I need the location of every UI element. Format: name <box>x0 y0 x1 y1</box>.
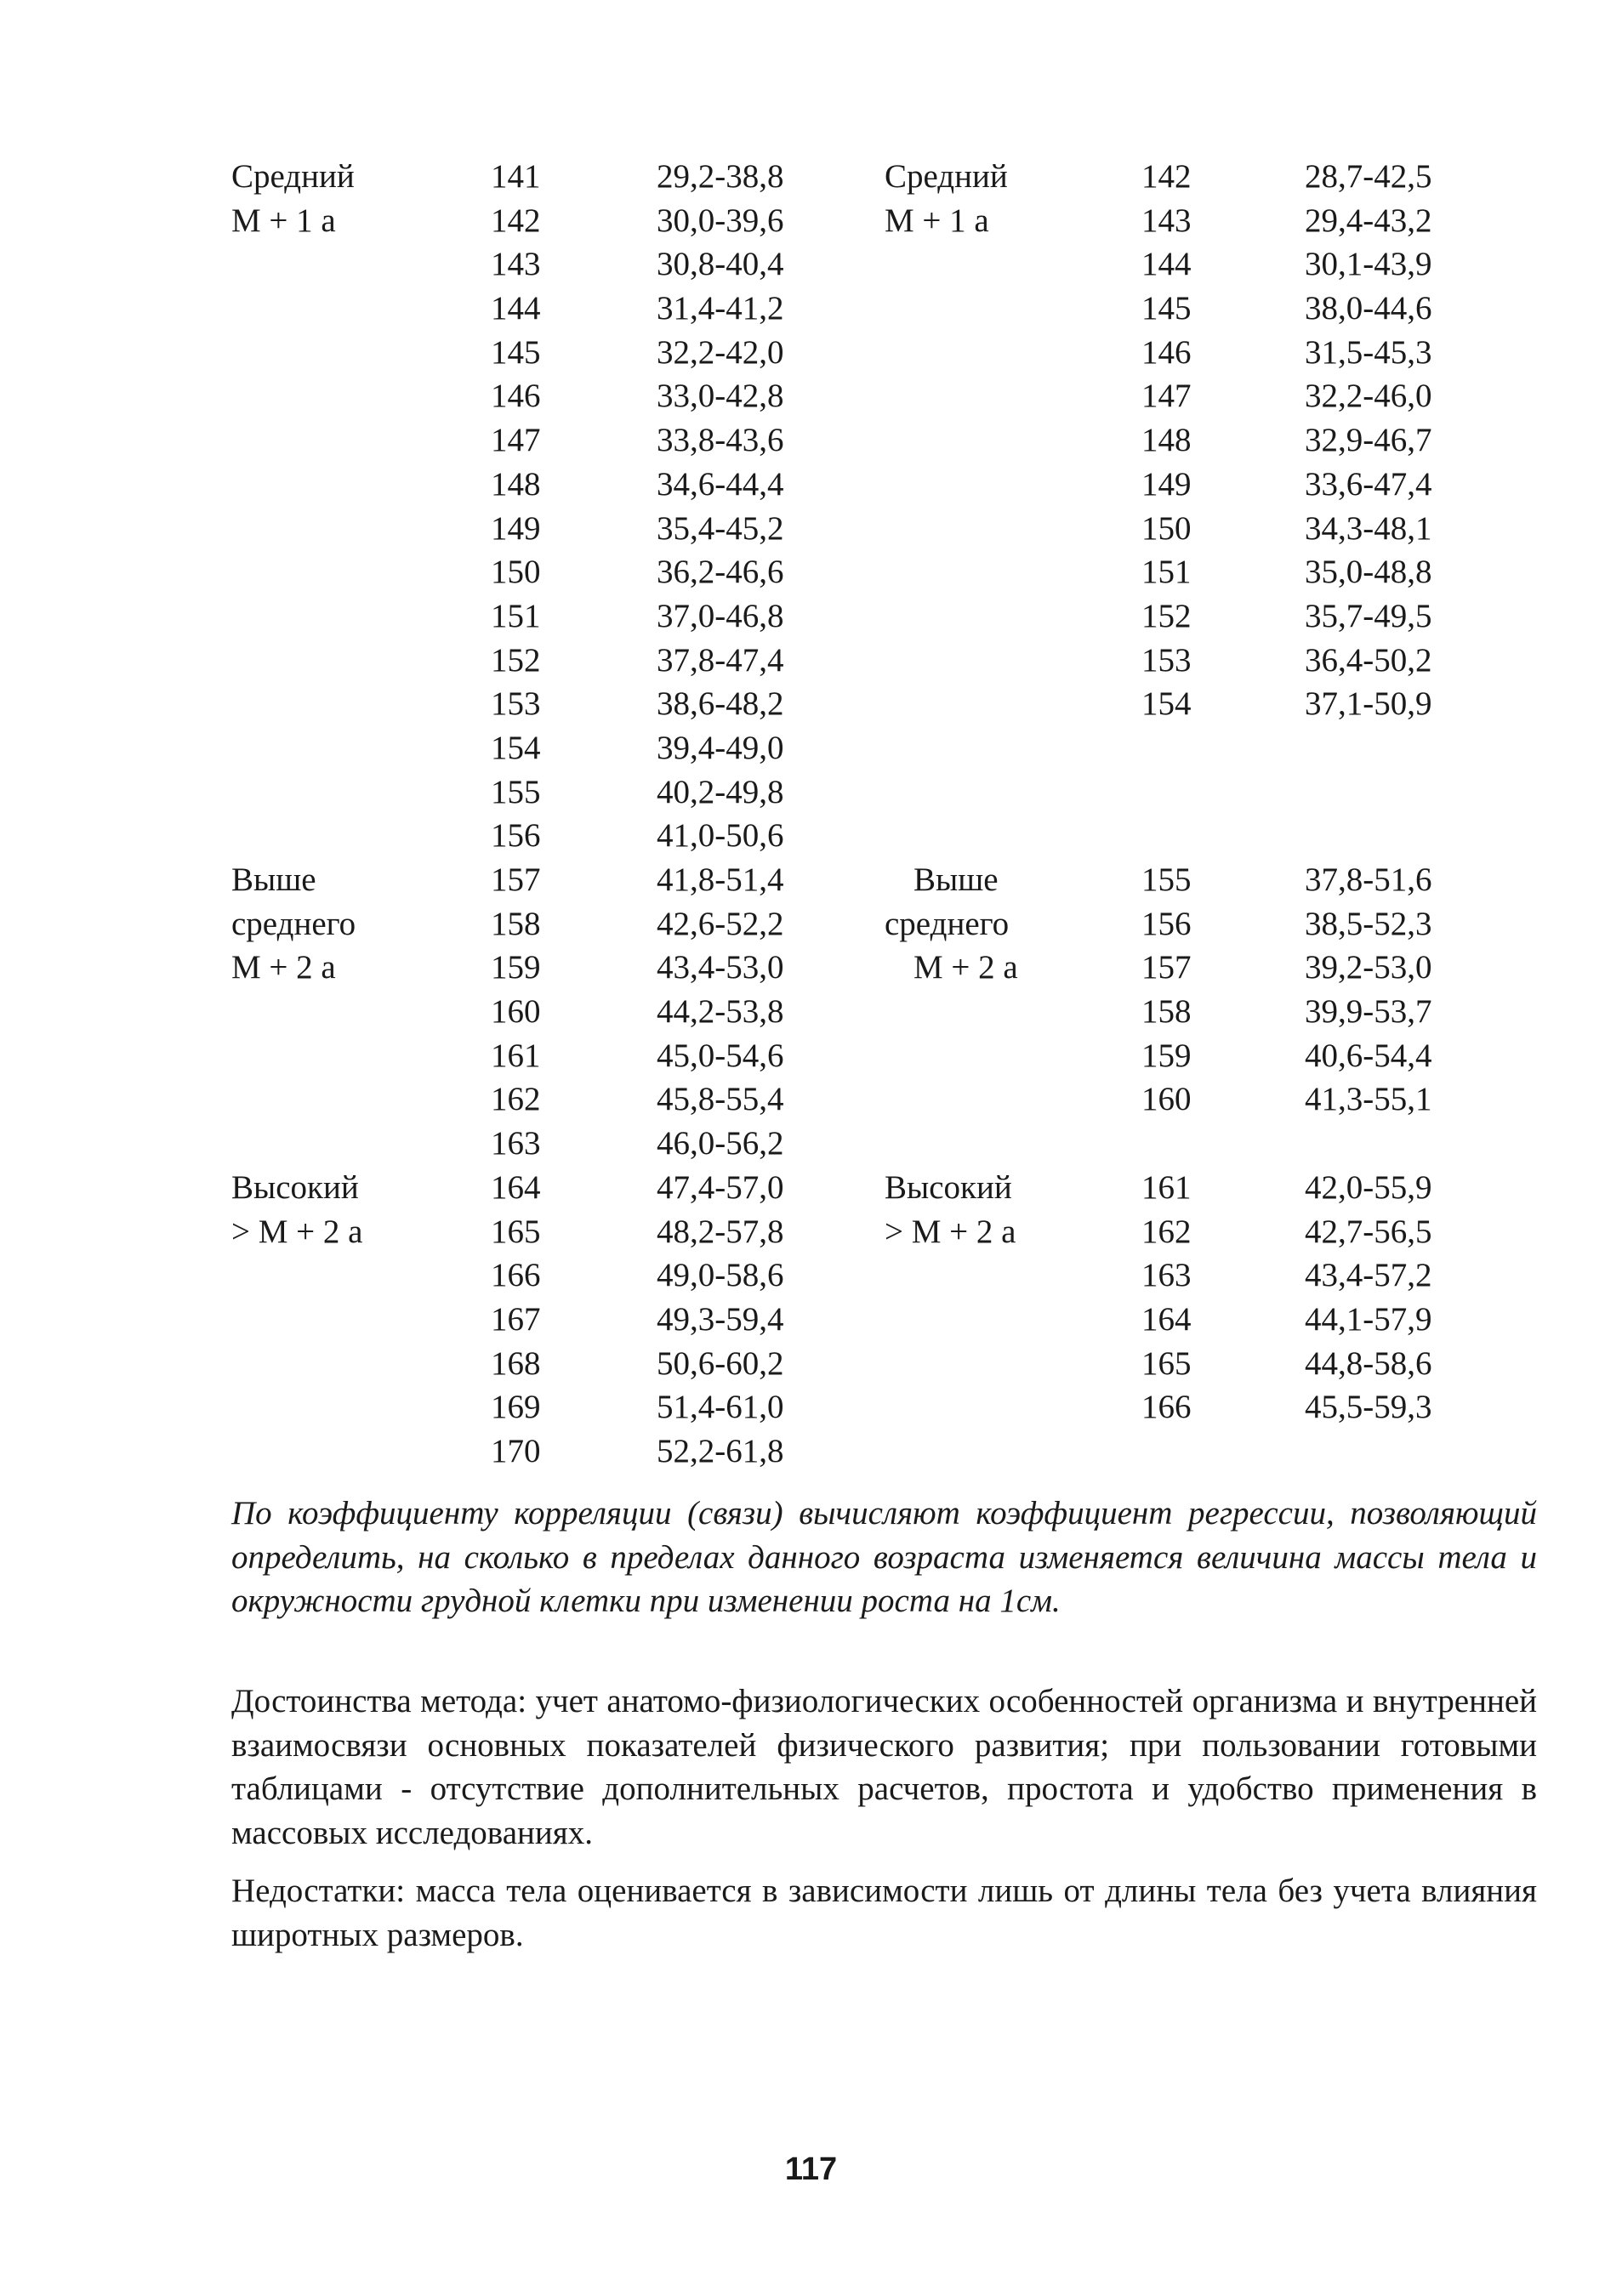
category-label: Высокий <box>885 1168 1012 1206</box>
height-cell: 143 <box>491 246 541 283</box>
height-cell: 167 <box>491 1300 541 1338</box>
height-cell: 161 <box>1141 1168 1192 1206</box>
height-cell: 144 <box>1141 246 1192 283</box>
height-cell: 147 <box>491 422 541 459</box>
weight-range-cell: 31,5-45,3 <box>1305 333 1432 371</box>
height-cell: 141 <box>491 158 541 195</box>
weight-range-cell: 35,7-49,5 <box>1305 597 1432 634</box>
weight-range-cell: 29,2-38,8 <box>657 158 784 195</box>
height-cell: 153 <box>1141 641 1192 679</box>
disadvantages-paragraph: Недостатки: масса тела оценивается в зависимости лишь от длины тела без учета влияния широтных размеров. <box>231 1873 1537 1953</box>
category-label: > М + 2 а <box>231 1213 363 1250</box>
height-cell: 157 <box>1141 949 1192 986</box>
height-cell: 163 <box>491 1125 541 1162</box>
height-cell: 154 <box>491 729 541 766</box>
page-number: 117 <box>784 2151 838 2187</box>
height-cell: 151 <box>1141 554 1192 591</box>
weight-range-cell: 43,4-57,2 <box>1305 1257 1432 1294</box>
weight-range-cell: 37,8-47,4 <box>657 641 784 679</box>
weight-range-cell: 30,8-40,4 <box>657 246 784 283</box>
height-cell: 149 <box>491 509 541 547</box>
height-cell: 157 <box>491 861 541 898</box>
weight-range-cell: 37,8-51,6 <box>1305 861 1432 898</box>
weight-range-cell: 37,1-50,9 <box>1305 685 1432 723</box>
weight-range-cell: 32,9-46,7 <box>1305 422 1432 459</box>
height-cell: 155 <box>491 773 541 810</box>
height-cell: 150 <box>491 554 541 591</box>
weight-range-cell: 40,2-49,8 <box>657 773 784 810</box>
weight-range-cell: 38,6-48,2 <box>657 685 784 723</box>
weight-range-cell: 36,2-46,6 <box>657 554 784 591</box>
height-cell: 162 <box>491 1081 541 1118</box>
weight-range-cell: 41,8-51,4 <box>657 861 784 898</box>
weight-range-cell: 50,6-60,2 <box>657 1344 784 1382</box>
height-cell: 150 <box>1141 509 1192 547</box>
weight-range-cell: 44,2-53,8 <box>657 993 784 1031</box>
weight-range-cell: 37,0-46,8 <box>657 597 784 634</box>
weight-range-cell: 28,7-42,5 <box>1305 158 1432 195</box>
weight-range-cell: 36,4-50,2 <box>1305 641 1432 679</box>
height-cell: 152 <box>1141 597 1192 634</box>
weight-range-cell: 48,2-57,8 <box>657 1213 784 1250</box>
category-label: Выше <box>231 861 316 898</box>
height-cell: 155 <box>1141 861 1192 898</box>
advantages-paragraph: Достоинства метода: учет анатомо-физиологических особенностей организма и внутренней взаимосвязи основных показателей физического развития; при пользовании готовыми таблицами - отсутствие дополнительных расчетов, простота и удобство применения в массовых исследованиях. <box>231 1683 1537 1851</box>
weight-range-cell: 35,4-45,2 <box>657 509 784 547</box>
weight-range-cell: 41,3-55,1 <box>1305 1081 1432 1118</box>
height-cell: 148 <box>491 465 541 503</box>
category-label: М + 2 а <box>913 949 1018 986</box>
category-label: Выше <box>913 861 999 898</box>
weight-range-cell: 32,2-42,0 <box>657 333 784 371</box>
height-cell: 165 <box>491 1213 541 1250</box>
weight-range-cell: 39,4-49,0 <box>657 729 784 766</box>
category-label: М + 2 а <box>231 949 336 986</box>
height-cell: 144 <box>491 290 541 327</box>
height-cell: 164 <box>1141 1300 1192 1338</box>
category-label: Средний <box>885 158 1008 195</box>
weight-range-cell: 47,4-57,0 <box>657 1168 784 1206</box>
height-cell: 169 <box>491 1389 541 1426</box>
weight-range-cell: 40,6-54,4 <box>1305 1037 1432 1074</box>
height-cell: 160 <box>1141 1081 1192 1118</box>
weight-range-cell: 41,0-50,6 <box>657 817 784 855</box>
weight-range-cell: 29,4-43,2 <box>1305 202 1432 239</box>
weight-range-cell: 33,8-43,6 <box>657 422 784 459</box>
weight-range-cell: 51,4-61,0 <box>657 1389 784 1426</box>
height-cell: 151 <box>491 597 541 634</box>
category-label: М + 1 а <box>231 202 336 239</box>
regression-note: По коэффициенту корреляции (связи) вычисляют коэффициент регрессии, позволяющий определить, на сколько в пределах данного возраста изменяется величина массы тела и окружности грудной клетки при изменении роста на 1см. <box>231 1495 1537 1619</box>
height-cell: 166 <box>491 1257 541 1294</box>
category-label: среднего <box>231 905 356 942</box>
height-cell: 166 <box>1141 1389 1192 1426</box>
height-cell: 156 <box>491 817 541 855</box>
category-label: Высокий <box>231 1168 359 1206</box>
weight-range-cell: 45,5-59,3 <box>1305 1389 1432 1426</box>
height-cell: 164 <box>491 1168 541 1206</box>
weight-range-cell: 42,7-56,5 <box>1305 1213 1432 1250</box>
height-cell: 153 <box>491 685 541 723</box>
weight-range-cell: 49,0-58,6 <box>657 1257 784 1294</box>
weight-range-cell: 45,0-54,6 <box>657 1037 784 1074</box>
category-label: М + 1 а <box>885 202 989 239</box>
height-cell: 156 <box>1141 905 1192 942</box>
height-cell: 147 <box>1141 378 1192 415</box>
weight-range-cell: 34,6-44,4 <box>657 465 784 503</box>
height-cell: 146 <box>1141 333 1192 371</box>
weight-range-cell: 44,1-57,9 <box>1305 1300 1432 1338</box>
weight-range-cell: 30,1-43,9 <box>1305 246 1432 283</box>
height-cell: 162 <box>1141 1213 1192 1250</box>
height-cell: 146 <box>491 378 541 415</box>
height-cell: 158 <box>491 905 541 942</box>
height-cell: 143 <box>1141 202 1192 239</box>
weight-range-cell: 49,3-59,4 <box>657 1300 784 1338</box>
weight-range-cell: 38,0-44,6 <box>1305 290 1432 327</box>
height-cell: 163 <box>1141 1257 1192 1294</box>
weight-range-cell: 46,0-56,2 <box>657 1125 784 1162</box>
height-cell: 159 <box>1141 1037 1192 1074</box>
weight-range-cell: 33,6-47,4 <box>1305 465 1432 503</box>
height-cell: 170 <box>491 1432 541 1469</box>
height-cell: 142 <box>491 202 541 239</box>
weight-range-cell: 31,4-41,2 <box>657 290 784 327</box>
weight-range-cell: 39,9-53,7 <box>1305 993 1432 1031</box>
weight-range-cell: 32,2-46,0 <box>1305 378 1432 415</box>
weight-range-cell: 39,2-53,0 <box>1305 949 1432 986</box>
height-cell: 165 <box>1141 1344 1192 1382</box>
weight-range-cell: 52,2-61,8 <box>657 1432 784 1469</box>
height-cell: 154 <box>1141 685 1192 723</box>
weight-range-cell: 43,4-53,0 <box>657 949 784 986</box>
height-cell: 145 <box>491 333 541 371</box>
height-cell: 159 <box>491 949 541 986</box>
weight-range-cell: 35,0-48,8 <box>1305 554 1432 591</box>
weight-range-cell: 42,6-52,2 <box>657 905 784 942</box>
height-cell: 161 <box>491 1037 541 1074</box>
height-cell: 142 <box>1141 158 1192 195</box>
height-cell: 149 <box>1141 465 1192 503</box>
weight-range-cell: 34,3-48,1 <box>1305 509 1432 547</box>
weight-range-cell: 38,5-52,3 <box>1305 905 1432 942</box>
category-label: Средний <box>231 158 355 195</box>
height-cell: 152 <box>491 641 541 679</box>
weight-range-cell: 45,8-55,4 <box>657 1081 784 1118</box>
category-label: > М + 2 а <box>885 1213 1016 1250</box>
weight-range-cell: 33,0-42,8 <box>657 378 784 415</box>
height-cell: 160 <box>491 993 541 1031</box>
height-cell: 158 <box>1141 993 1192 1031</box>
weight-range-cell: 30,0-39,6 <box>657 202 784 239</box>
weight-range-cell: 44,8-58,6 <box>1305 1344 1432 1382</box>
height-cell: 168 <box>491 1344 541 1382</box>
weight-range-cell: 42,0-55,9 <box>1305 1168 1432 1206</box>
height-cell: 145 <box>1141 290 1192 327</box>
height-cell: 148 <box>1141 422 1192 459</box>
category-label: среднего <box>885 905 1010 942</box>
